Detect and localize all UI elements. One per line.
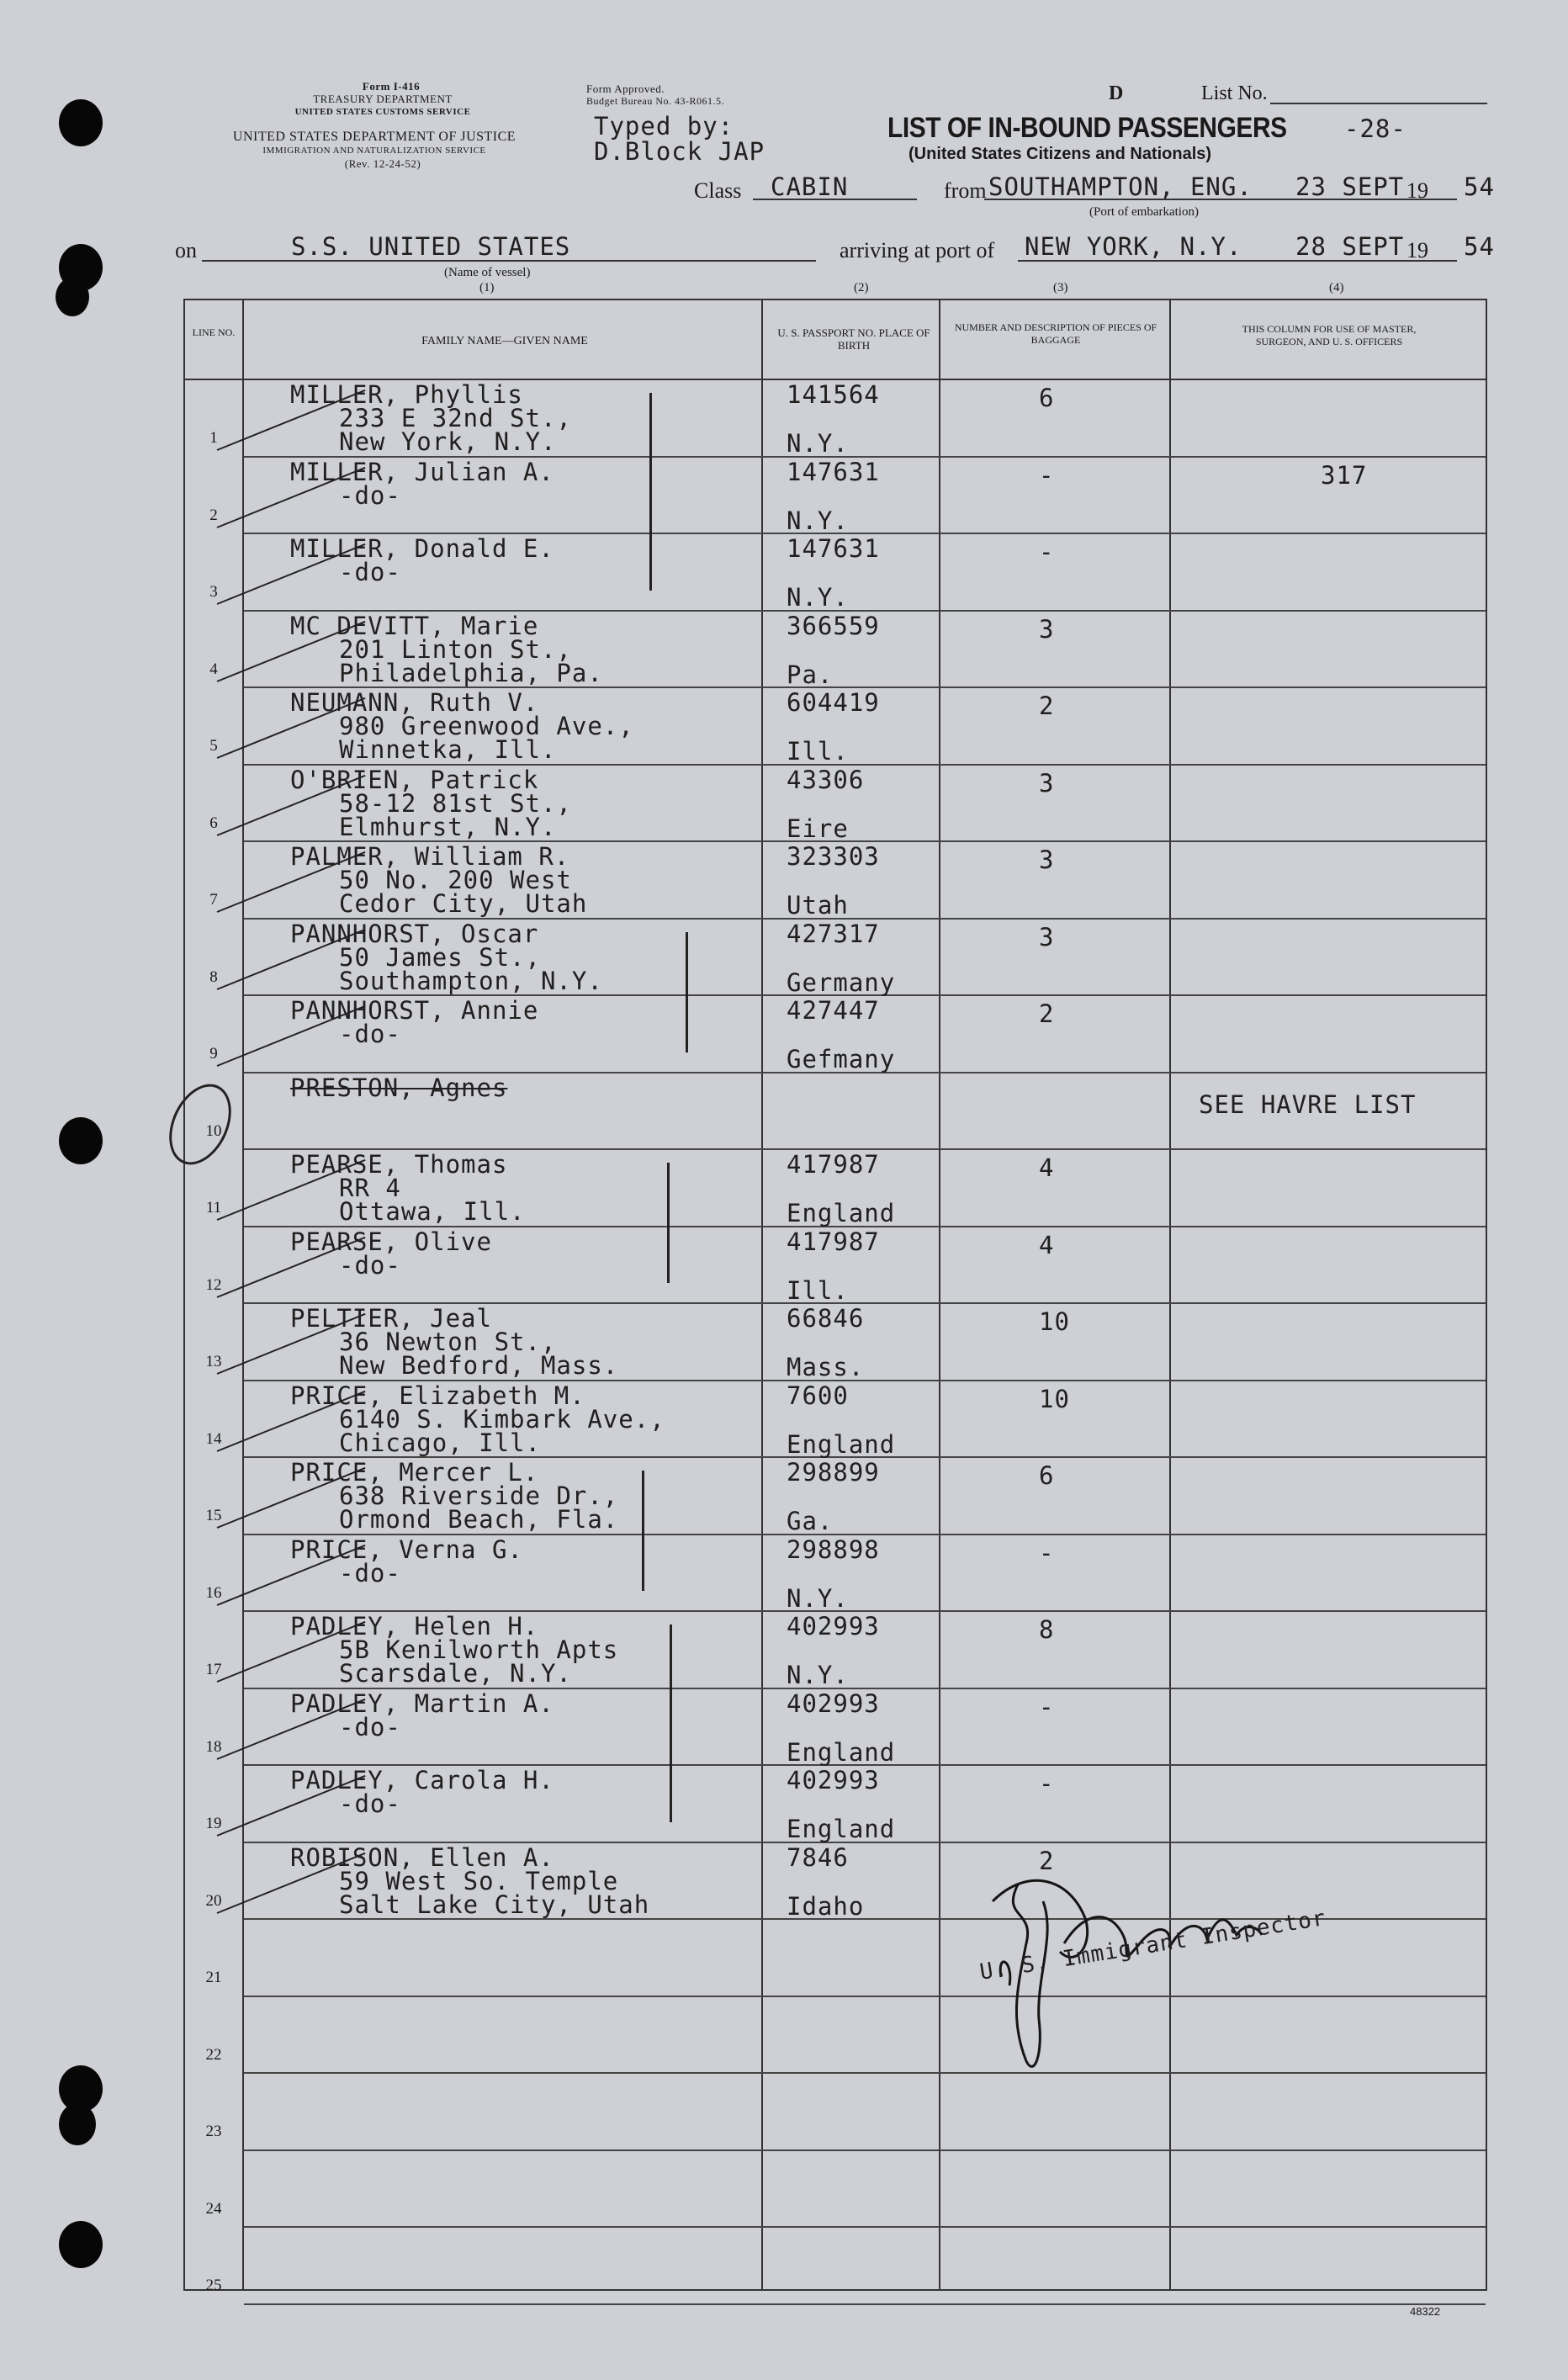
row-line-number: 15	[205, 1507, 222, 1524]
col-divider-passport	[939, 299, 940, 2291]
passport-number: 366559	[787, 611, 880, 640]
officer-note: SEE HAVRE LIST	[1199, 1089, 1417, 1119]
row-line-number: 5	[209, 737, 218, 755]
passenger-address-line2: Philadelphia, Pa.	[339, 658, 603, 687]
passenger-address-line2: Winnetka, Ill.	[339, 735, 557, 764]
passenger-address-line1: -do-	[339, 1020, 401, 1048]
list-letter: D	[1109, 82, 1124, 104]
row-line-number: 20	[205, 1891, 222, 1910]
baggage-count: 3	[1039, 614, 1055, 644]
punch-hole	[59, 1117, 103, 1164]
passport-number: 66846	[787, 1304, 865, 1333]
budget-bureau: Budget Bureau No. 43-R061.5.	[586, 95, 724, 107]
form-approved: Form Approved.	[586, 82, 665, 95]
row-line-number: 7	[209, 891, 218, 909]
passenger-address-line2: Chicago, Ill.	[339, 1428, 541, 1457]
row-line-number: 11	[205, 1199, 222, 1217]
row-line-number: 10	[205, 1121, 222, 1140]
passenger-name: PRICE, Elizabeth M.	[290, 1381, 585, 1410]
embark-year: 54	[1464, 172, 1495, 201]
place-of-birth: Germany	[787, 967, 896, 997]
passenger-address-line1: 5B Kenilworth Apts	[339, 1635, 619, 1664]
family-group-bracket	[642, 1471, 644, 1591]
col-header-line: LINE NO.	[192, 326, 236, 338]
col-header-baggage: NUMBER AND DESCRIPTION OF PIECES OF BAGGAGE	[954, 321, 1157, 346]
passenger-address-line1: -do-	[339, 1789, 401, 1818]
row-line-number: 21	[205, 1969, 222, 1986]
row-line-number: 13	[205, 1353, 222, 1370]
passenger-address-line1: 59 West So. Temple	[339, 1866, 619, 1895]
passenger-name: ROBISON, Ellen A.	[290, 1842, 554, 1872]
passenger-address-line1: 50 No. 200 West	[339, 866, 572, 894]
col4-number: (4)	[1329, 281, 1344, 294]
passenger-address-line2: Southampton, N.Y.	[339, 966, 603, 995]
arrival-date: 28 SEPT	[1295, 232, 1405, 261]
passenger-address-line2: Elmhurst, N.Y.	[339, 812, 557, 841]
place-of-birth: Pa.	[787, 660, 834, 689]
on-label: on	[175, 238, 197, 262]
baggage-count: 6	[1039, 1461, 1055, 1490]
col1-number: (1)	[479, 281, 495, 294]
row-line-number: 8	[209, 967, 218, 986]
passenger-address-line2: Scarsdale, N.Y.	[339, 1659, 572, 1688]
baggage-count: 8	[1039, 1615, 1055, 1644]
place-of-birth: N.Y.	[787, 429, 849, 458]
punch-hole	[56, 278, 89, 316]
family-group-bracket	[667, 1163, 670, 1283]
baggage-count: 2	[1039, 692, 1055, 720]
place-of-birth: Idaho	[787, 1891, 865, 1921]
row-line-number: 23	[205, 2123, 222, 2140]
baggage-count: 3	[1039, 768, 1055, 798]
row-line-number: 25	[205, 2277, 222, 2294]
place-of-birth: Ga.	[787, 1507, 834, 1535]
baggage-count: -	[1039, 460, 1055, 490]
list-no-label: List No.	[1201, 82, 1268, 104]
col2-number: (2)	[854, 281, 869, 294]
inspector-caption: U. S. Immigrant Inspector	[977, 1906, 1328, 1985]
form-number: Form I-416	[362, 80, 421, 93]
passenger-address-line2: Ormond Beach, Fla.	[339, 1505, 619, 1534]
passenger-address-line2: Ottawa, Ill.	[339, 1197, 526, 1226]
list-number: -28-	[1344, 114, 1406, 143]
place-of-birth: England	[787, 1737, 896, 1767]
passenger-name: PEARSE, Thomas	[290, 1150, 508, 1179]
class-value: CABIN	[771, 172, 849, 201]
typed-by: D.Block JAP	[594, 137, 765, 166]
place-of-birth: England	[787, 1815, 896, 1843]
treasury-dept: TREASURY DEPARTMENT	[313, 93, 453, 105]
passenger-address-line1: 6140 S. Kimbark Ave.,	[339, 1404, 665, 1434]
passenger-address-line1: 36 Newton St.,	[339, 1328, 557, 1356]
embark-year-prefix: 19	[1406, 178, 1428, 203]
place-of-birth: Ill.	[787, 737, 849, 766]
passenger-address-line2: Cedor City, Utah	[339, 889, 588, 918]
baggage-count: -	[1039, 1769, 1055, 1798]
row-line-number: 3	[209, 583, 218, 601]
passenger-address-line1: -do-	[339, 558, 401, 586]
embark-port: SOUTHAMPTON, ENG.	[988, 172, 1253, 201]
baggage-count: 10	[1039, 1384, 1070, 1413]
passport-number: 7600	[787, 1381, 849, 1410]
passport-number: 427317	[787, 919, 880, 948]
passenger-name: NEUMANN, Ruth V.	[290, 688, 539, 717]
passenger-name: MILLER, Phyllis	[290, 380, 523, 409]
passenger-name: O'BRIEN, Patrick	[290, 765, 539, 794]
arrival-port: NEW YORK, N.Y.	[1025, 232, 1242, 261]
vessel-name: S.S. UNITED STATES	[291, 232, 571, 261]
passport-number: 323303	[787, 842, 880, 871]
passenger-name: PELTIER, Jeal	[290, 1304, 492, 1333]
page-title: LIST OF IN-BOUND PASSENGERS	[887, 112, 1287, 144]
passenger-name: MILLER, Julian A.	[290, 457, 554, 486]
col-header-name: FAMILY NAME—GIVEN NAME	[421, 335, 588, 347]
passenger-address-line1: 638 Riverside Dr.,	[339, 1482, 619, 1510]
row-line-number: 4	[209, 660, 218, 678]
passenger-name: PADLEY, Martin A.	[290, 1688, 554, 1718]
passenger-name: PANNHORST, Oscar	[290, 919, 539, 948]
passenger-address-line1: 50 James St.,	[339, 942, 541, 972]
passenger-name: PEARSE, Olive	[290, 1227, 492, 1256]
place-of-birth: Eire	[787, 814, 849, 843]
row-line-number: 24	[205, 2199, 222, 2218]
baggage-count: 10	[1039, 1307, 1070, 1336]
place-of-birth: England	[787, 1199, 896, 1227]
passenger-name: PADLEY, Carola H.	[290, 1766, 554, 1794]
baggage-count: 4	[1039, 1230, 1055, 1259]
passenger-address-line1: 980 Greenwood Ave.,	[339, 712, 634, 740]
passport-number: 7846	[787, 1842, 849, 1872]
row-line-number: 18	[205, 1737, 222, 1756]
passenger-name: PRICE, Verna G.	[290, 1535, 523, 1564]
passport-number: 402993	[787, 1766, 880, 1794]
passport-number: 604419	[787, 688, 880, 717]
place-of-birth: N.Y.	[787, 1583, 849, 1613]
baggage-count: -	[1039, 538, 1055, 566]
baggage-count: 2	[1039, 1846, 1055, 1875]
place-of-birth: Gefmany	[787, 1045, 896, 1073]
passport-number: 298898	[787, 1535, 880, 1564]
passenger-name: PRICE, Mercer L.	[290, 1458, 539, 1487]
arrival-year-prefix: 19	[1406, 238, 1428, 262]
ins-name: IMMIGRATION AND NATURALIZATION SERVICE	[262, 146, 486, 156]
revision: (Rev. 12-24-52)	[344, 157, 421, 170]
passenger-name: MILLER, Donald E.	[290, 534, 554, 563]
punch-hole	[59, 99, 103, 146]
passenger-address-line2: Salt Lake City, Utah	[339, 1890, 650, 1919]
row-line-number: 17	[205, 1661, 222, 1678]
passport-number: 402993	[787, 1612, 880, 1641]
passenger-address-line1: -do-	[339, 1250, 401, 1280]
place-of-birth: N.Y.	[787, 506, 849, 535]
place-of-birth: Utah	[787, 891, 849, 920]
passport-number: 43306	[787, 765, 865, 794]
row-line-number: 1	[209, 429, 218, 447]
place-of-birth: England	[787, 1429, 896, 1459]
baggage-count: -	[1039, 1538, 1055, 1567]
row-divider	[244, 2226, 1486, 2228]
passenger-address-line1: RR 4	[339, 1174, 401, 1202]
passport-number: 417987	[787, 1150, 880, 1179]
baggage-count: 2	[1039, 999, 1055, 1028]
family-group-bracket	[649, 393, 652, 591]
baggage-count: 4	[1039, 1153, 1055, 1182]
passenger-name: PADLEY, Helen H.	[290, 1612, 539, 1641]
place-of-birth: Ill.	[787, 1275, 849, 1305]
passport-number: 147631	[787, 534, 880, 563]
place-of-birth: Mass.	[787, 1353, 865, 1381]
row-divider	[244, 2149, 1486, 2151]
list-no-line	[1270, 103, 1487, 104]
passenger-address-line1: 58-12 81st St.,	[339, 788, 572, 818]
officer-note: 317	[1321, 460, 1368, 490]
baggage-count: 3	[1039, 922, 1055, 951]
passenger-name: PANNHORST, Annie	[290, 996, 539, 1025]
passport-number: 298899	[787, 1458, 880, 1487]
row-line-number: 6	[209, 814, 218, 832]
row-divider	[244, 2303, 1486, 2305]
row-line-number: 9	[209, 1045, 218, 1063]
passenger-address-line1: -do-	[339, 480, 401, 510]
baggage-count: 3	[1039, 845, 1055, 874]
footer-code: 48322	[1410, 2305, 1441, 2318]
punch-hole	[59, 2221, 103, 2268]
passenger-name: MC DEVITT, Marie	[290, 611, 539, 640]
place-of-birth: N.Y.	[787, 583, 849, 612]
passport-number: 417987	[787, 1227, 880, 1256]
page-subtitle: (United States Citizens and Nationals)	[908, 145, 1212, 163]
customs-service: UNITED STATES CUSTOMS SERVICE	[294, 107, 471, 117]
typed-by-label: Typed by:	[594, 112, 734, 140]
passenger-address-line1: -do-	[339, 1712, 401, 1741]
vessel-caption: (Name of vessel)	[444, 266, 531, 279]
passenger-address-line2: New Bedford, Mass.	[339, 1351, 619, 1380]
col-divider-line	[242, 299, 244, 2291]
justice-dept: UNITED STATES DEPARTMENT OF JUSTICE	[232, 130, 516, 144]
family-group-bracket	[686, 932, 688, 1052]
embark-date: 23 SEPT	[1295, 172, 1405, 201]
from-label: from	[944, 178, 987, 203]
row-line-number: 22	[205, 2045, 222, 2064]
place-of-birth: N.Y.	[787, 1661, 849, 1689]
row-line-number: 12	[205, 1275, 222, 1294]
row-line-number: 2	[209, 506, 218, 524]
port-embark-caption: (Port of embarkation)	[1089, 205, 1199, 219]
class-label: Class	[694, 178, 742, 203]
passenger-address-line2: New York, N.Y.	[339, 427, 557, 456]
passport-number: 147631	[787, 457, 880, 486]
row-line-number: 14	[205, 1429, 222, 1448]
arrival-year: 54	[1464, 232, 1495, 261]
passport-number: 141564	[787, 380, 880, 409]
punch-hole	[59, 2103, 96, 2145]
passenger-name: PALMER, William R.	[290, 842, 570, 871]
row-line-number: 16	[205, 1583, 222, 1602]
col-divider-name	[761, 299, 763, 2291]
col-header-officers: THIS COLUMN FOR USE OF MASTER, SURGEON, AND U. S. OFFICERS	[1242, 323, 1417, 347]
passenger-name: PRESTON, Agnes	[290, 1073, 508, 1102]
baggage-count: -	[1039, 1692, 1055, 1721]
baggage-count: 6	[1039, 384, 1055, 412]
row-line-number: 19	[205, 1815, 222, 1832]
passenger-address-line1: -do-	[339, 1558, 401, 1588]
passenger-address-line1: 233 E 32nd St.,	[339, 404, 572, 432]
col-header-passport: U. S. PASSPORT NO. PLACE OF BIRTH	[777, 326, 930, 352]
family-group-bracket	[670, 1625, 672, 1822]
passport-number: 427447	[787, 996, 880, 1025]
passport-number: 402993	[787, 1688, 880, 1718]
passenger-address-line1: 201 Linton St.,	[339, 634, 572, 664]
col3-number: (3)	[1053, 281, 1068, 294]
arriving-label: arriving at port of	[840, 238, 995, 262]
